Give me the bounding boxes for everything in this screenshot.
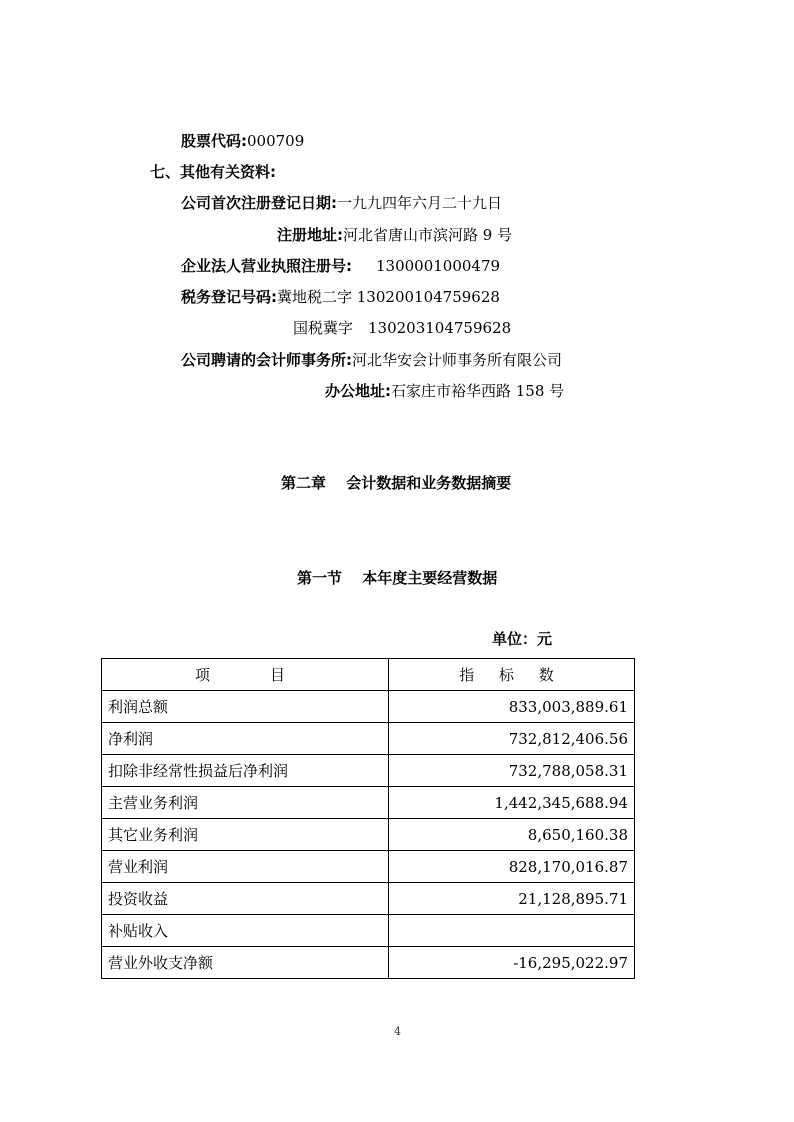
stock-code-line bbox=[181, 131, 304, 151]
row-item: 投资收益 bbox=[102, 883, 389, 915]
first-registration-line bbox=[181, 193, 502, 213]
office-address-line bbox=[325, 381, 564, 401]
row-value: -16,295,022.97 bbox=[389, 947, 635, 979]
accounting-firm-value: 河北华安会计师事务所有限公司 bbox=[352, 351, 563, 369]
row-item: 净利润 bbox=[102, 723, 389, 755]
page-number: 4 bbox=[394, 1025, 401, 1038]
business-license-label: 企业法人营业执照注册号: bbox=[181, 257, 352, 275]
row-item: 主营业务利润 bbox=[102, 787, 389, 819]
row-item: 扣除非经常性损益后净利润 bbox=[102, 755, 389, 787]
row-value: 732,812,406.56 bbox=[389, 723, 635, 755]
section-title: 第一节 本年度主要经营数据 bbox=[297, 569, 498, 587]
table-row bbox=[102, 883, 635, 915]
table-row bbox=[102, 915, 635, 947]
table-row bbox=[102, 819, 635, 851]
table-row bbox=[102, 851, 635, 883]
header-item: 项 目 bbox=[102, 659, 389, 691]
table-header-row bbox=[102, 659, 635, 691]
first-registration-value: 一九九四年六月二十九日 bbox=[337, 194, 503, 212]
row-item: 营业外收支净额 bbox=[102, 947, 389, 979]
office-address-value: 石家庄市裕华西路 158 号 bbox=[391, 382, 565, 400]
table-row bbox=[102, 947, 635, 979]
office-address-label: 办公地址: bbox=[325, 382, 391, 400]
row-item: 其它业务利润 bbox=[102, 819, 389, 851]
table-row bbox=[102, 691, 635, 723]
row-item: 营业利润 bbox=[102, 851, 389, 883]
row-value: 833,003,889.61 bbox=[389, 691, 635, 723]
accounting-firm-label: 公司聘请的会计师事务所: bbox=[181, 351, 352, 369]
section-seven-title: 七、其他有关资料: bbox=[150, 163, 276, 181]
stock-code-label: 股票代码: bbox=[181, 132, 247, 150]
table-row bbox=[102, 723, 635, 755]
first-registration-label: 公司首次注册登记日期: bbox=[181, 194, 337, 212]
registered-address-label: 注册地址: bbox=[277, 226, 343, 244]
tax-registration-local: 冀地税二字 130200104759628 bbox=[277, 288, 500, 306]
accounting-firm-line bbox=[181, 350, 562, 370]
table-row bbox=[102, 755, 635, 787]
registered-address-value: 河北省唐山市滨河路 9 号 bbox=[343, 226, 513, 244]
tax-registration-line bbox=[181, 287, 500, 307]
stock-code-value: 000709 bbox=[247, 132, 305, 150]
row-value: 732,788,058.31 bbox=[389, 755, 635, 787]
registered-address-line bbox=[277, 225, 512, 245]
chapter-title: 第二章 会计数据和业务数据摘要 bbox=[281, 474, 512, 492]
row-value bbox=[389, 915, 635, 947]
tax-registration-label: 税务登记号码: bbox=[181, 288, 277, 306]
operating-data-table bbox=[101, 658, 635, 979]
row-value: 8,650,160.38 bbox=[389, 819, 635, 851]
row-value: 1,442,345,688.94 bbox=[389, 787, 635, 819]
header-value: 指 标 数 bbox=[389, 659, 635, 691]
business-license-line bbox=[181, 256, 500, 276]
row-value: 828,170,016.87 bbox=[389, 851, 635, 883]
tax-registration-national: 国税冀字 130203104759628 bbox=[293, 319, 512, 337]
business-license-value: 1300001000479 bbox=[376, 257, 501, 275]
table-row bbox=[102, 787, 635, 819]
row-value: 21,128,895.71 bbox=[389, 883, 635, 915]
unit-label: 单位：元 bbox=[492, 630, 553, 648]
row-item: 利润总额 bbox=[102, 691, 389, 723]
row-item: 补贴收入 bbox=[102, 915, 389, 947]
